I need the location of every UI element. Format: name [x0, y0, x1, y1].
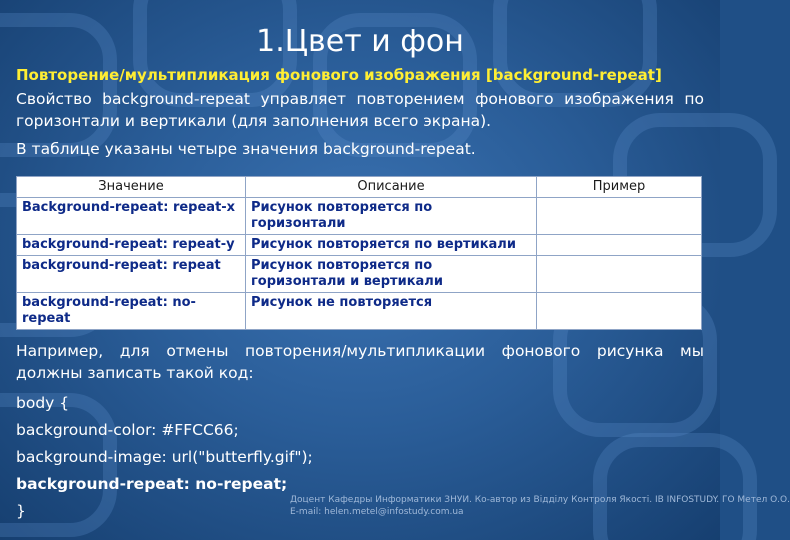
table-cell-value: background-repeat: repeat-y — [17, 235, 246, 256]
header-example: Пример — [537, 177, 702, 198]
table-row — [17, 293, 702, 330]
code-line: background-image: url("butterfly.gif"); — [16, 448, 313, 466]
slide-title: 1.Цвет и фон — [256, 24, 464, 59]
slide-content — [16, 64, 704, 525]
code-line-highlighted: background-repeat: no-repeat; — [16, 475, 288, 493]
footer-email: E-mail: helen.metel@infostudy.com.ua — [290, 507, 464, 517]
table-cell-description: Рисунок повторяется по горизонтали — [246, 198, 537, 235]
table-cell-example — [537, 198, 702, 235]
table-row — [17, 198, 702, 235]
table-cell-description: Рисунок не повторяется — [246, 293, 537, 330]
header-value: Значение — [17, 177, 246, 198]
table-cell-value: background-repeat: repeat — [17, 256, 246, 293]
code-line: } — [16, 502, 26, 520]
table-cell-value: Background-repeat: repeat-x — [17, 198, 246, 235]
table-cell-description: Рисунок повторяется по вертикали — [246, 235, 537, 256]
slide-footer — [290, 494, 790, 518]
header-description: Описание — [246, 177, 537, 198]
table-header-row — [17, 177, 702, 198]
table-intro-paragraph: В таблице указаны четыре значения background-repeat. — [16, 140, 476, 158]
code-line: background-color: #FFCC66; — [16, 421, 239, 439]
intro-paragraph: Свойство background-repeat управляет повторением фонового изображения по горизонтали и вертикали (для заполнения всего экрана). — [16, 90, 704, 130]
table-row — [17, 235, 702, 256]
table-cell-value: background-repeat: no-repeat — [17, 293, 246, 330]
table-row — [17, 256, 702, 293]
repeat-values-table — [16, 176, 702, 330]
footer-author: Доцент Кафедры Информатики ЗНУИ. Ко-автор из Відділу Контроля Якості. IB INFOSTUDY. ГО Метел О.О. — [290, 495, 790, 505]
example-paragraph: Например, для отмены повторения/мультипликации фонового рисунка мы должны записать такой код: — [16, 342, 704, 382]
section-subtitle: Повторение/мультипликация фонового изображения [background-repeat] — [16, 66, 662, 84]
table-cell-example — [537, 293, 702, 330]
code-line: body { — [16, 394, 70, 412]
table-cell-example — [537, 235, 702, 256]
table-cell-example — [537, 256, 702, 293]
table-cell-description: Рисунок повторяется по горизонтали и вертикали — [246, 256, 537, 293]
